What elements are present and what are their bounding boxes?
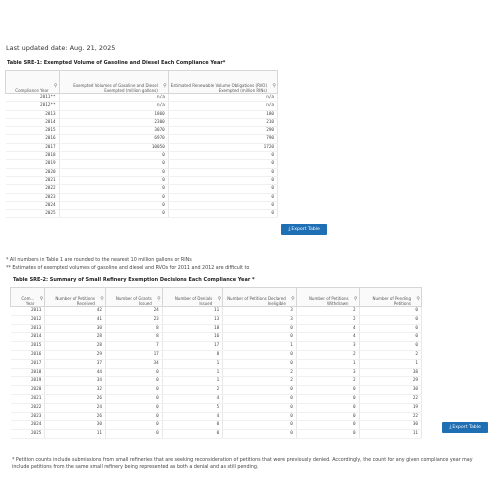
table-cell: 2020 — [6, 168, 60, 176]
table-cell: 22 — [359, 412, 421, 421]
table-cell: 2012 — [11, 315, 45, 324]
table-cell: 29 — [359, 377, 421, 386]
table-row — [6, 127, 278, 135]
table-cell: 2014 — [11, 333, 45, 342]
table-row — [11, 324, 422, 333]
table-cell: 4 — [296, 324, 359, 333]
table-cell: 2 — [162, 386, 222, 395]
table-cell: 1 — [162, 368, 222, 377]
table-cell: 2024 — [11, 421, 45, 430]
table-cell: 0 — [223, 394, 297, 403]
table-cell: 8 — [105, 324, 162, 333]
column-header-label: Number of Petitions Withdrawn — [308, 296, 349, 306]
table-cell: 0 — [223, 333, 297, 342]
table-cell: 2300 — [59, 118, 168, 126]
column-header[interactable] — [45, 288, 106, 307]
table-cell: n/a — [59, 94, 168, 102]
table-cell: n/a — [168, 94, 277, 102]
table-cell: 0 — [105, 386, 162, 395]
table-cell: 0 — [105, 403, 162, 412]
table-row — [6, 143, 278, 151]
column-header-label: Com... Year — [21, 296, 35, 306]
table-cell: 0 — [168, 210, 277, 218]
table-cell: 0 — [59, 201, 168, 209]
table-cell: 180 — [168, 110, 277, 118]
table1-note-1: * All numbers in Table 1 are rounded to the nearest 10 million gallons or RINs — [6, 258, 192, 263]
table-cell: 13 — [162, 315, 222, 324]
table-cell: 0 — [168, 168, 277, 176]
table-cell: 2017 — [11, 359, 45, 368]
table-cell: 11 — [359, 430, 421, 439]
table-row — [11, 386, 422, 395]
column-header[interactable] — [6, 71, 60, 94]
export-table2-button[interactable] — [442, 422, 488, 433]
table-cell: 11 — [162, 307, 222, 316]
table-cell: 2 — [296, 315, 359, 324]
table-cell: 0 — [223, 421, 297, 430]
table-cell: 210 — [168, 118, 277, 126]
table-cell: 0 — [359, 324, 421, 333]
table-cell: 22 — [359, 394, 421, 403]
table-cell: 2017 — [6, 143, 60, 151]
table-cell: 0 — [359, 307, 421, 316]
table-cell: 0 — [59, 152, 168, 160]
table-cell: 2024 — [6, 201, 60, 209]
table-cell: 0 — [359, 342, 421, 351]
table2 — [10, 287, 422, 439]
table-cell: 2021 — [11, 394, 45, 403]
table-cell: 2019 — [11, 377, 45, 386]
table-cell: 0 — [59, 185, 168, 193]
table-cell: 0 — [223, 412, 297, 421]
table2-note: * Petition counts include submissions from small refineries that are seeking reconsideration of petitions that were previously denied. Accordingly, the count for any given compliance year may include petitions from the same small refinery being represented as both a denial and as still pending. — [12, 458, 473, 470]
table-row — [6, 135, 278, 143]
table-cell: 2013 — [6, 110, 60, 118]
table-cell: 1 — [296, 359, 359, 368]
table-row — [6, 94, 278, 102]
table-cell: 0 — [162, 421, 222, 430]
table-cell: 0 — [223, 386, 297, 395]
search-icon[interactable]: ⚲ — [39, 296, 44, 302]
table-cell: 34 — [45, 377, 106, 386]
table-row — [6, 152, 278, 160]
table-cell: 29 — [45, 350, 106, 359]
table-cell: 17 — [162, 342, 222, 351]
table-row — [11, 421, 422, 430]
table-cell: 2022 — [6, 185, 60, 193]
search-icon[interactable]: ⚲ — [100, 296, 104, 302]
table-row — [6, 210, 278, 218]
table-cell: 2019 — [6, 160, 60, 168]
table-cell: 0 — [223, 403, 297, 412]
table-row — [11, 377, 422, 386]
table-cell: 28 — [45, 333, 106, 342]
table-cell: 0 — [168, 176, 277, 184]
table-row — [11, 307, 422, 316]
search-icon[interactable]: ⚲ — [291, 296, 295, 302]
table-cell: 2022 — [11, 403, 45, 412]
table-cell: 0 — [105, 421, 162, 430]
table-row — [6, 168, 278, 176]
table-cell: 2014 — [6, 118, 60, 126]
table-row — [11, 412, 422, 421]
column-header-label: Number of Pending Petitions — [372, 296, 411, 306]
column-header[interactable] — [296, 288, 359, 307]
column-header-label: Number of Denials Issued — [174, 296, 213, 306]
table-cell: 30 — [359, 386, 421, 395]
table1-title: Table SRE-1: Exempted Volume of Gasoline and Diesel Each Compliance Year* — [7, 60, 226, 66]
table2-title: Table SRE-2: Summary of Small Refinery Exemption Decisions Each Compliance Year * — [13, 277, 255, 283]
table-cell: 2012** — [6, 102, 60, 110]
table-cell: 790 — [168, 135, 277, 143]
table-cell: 44 — [45, 368, 106, 377]
column-header-label: Number of Petitions Received — [55, 296, 95, 306]
table-cell: 3 — [223, 307, 297, 316]
table-cell: 3 — [296, 368, 359, 377]
table-cell: 4 — [162, 412, 222, 421]
table-row — [11, 403, 422, 412]
search-icon[interactable]: ⚲ — [353, 296, 358, 302]
table-cell: 1 — [162, 359, 222, 368]
table-cell: 3 — [223, 315, 297, 324]
search-icon[interactable]: ⚲ — [272, 83, 276, 89]
table-cell: 0 — [359, 315, 421, 324]
table-cell: 0 — [168, 160, 277, 168]
table-cell: 34 — [105, 359, 162, 368]
table-cell: 0 — [59, 168, 168, 176]
table-row — [11, 359, 422, 368]
search-icon[interactable]: ⚲ — [53, 83, 58, 89]
table-cell: 2 — [223, 368, 297, 377]
table-cell: 2016 — [6, 135, 60, 143]
table-cell: 41 — [45, 315, 106, 324]
table-cell: 0 — [296, 386, 359, 395]
table-cell: 10050 — [59, 143, 168, 151]
column-header-label: Compliance Year — [15, 88, 49, 93]
table-cell: 2015 — [6, 127, 60, 135]
table-cell: 2018 — [6, 152, 60, 160]
table-cell: 0 — [105, 430, 162, 439]
table1 — [5, 70, 278, 218]
table-cell: 0 — [296, 412, 359, 421]
export-table2-label: Export Table — [452, 425, 481, 430]
table-cell: 2023 — [6, 193, 60, 201]
table-row — [11, 350, 422, 359]
table-cell: 37 — [45, 359, 106, 368]
table-cell: 0 — [296, 430, 359, 439]
table-cell: 0 — [223, 359, 297, 368]
table-cell: 8 — [105, 333, 162, 342]
column-header-label: Estimated Renewable Volume Obligations (RVO) Exempted (million RINs) — [170, 83, 267, 93]
table-cell: 30 — [45, 421, 106, 430]
table-cell: 2025 — [6, 210, 60, 218]
table-cell: 0 — [359, 333, 421, 342]
table-cell: 30 — [359, 421, 421, 430]
table-cell: 0 — [168, 201, 277, 209]
table-cell: 18 — [162, 324, 222, 333]
table-cell: 0 — [105, 394, 162, 403]
search-icon[interactable]: ⚲ — [157, 296, 161, 302]
column-header[interactable] — [223, 288, 297, 307]
table-row — [11, 315, 422, 324]
table-cell: 0 — [296, 394, 359, 403]
table-cell: 1720 — [168, 143, 277, 151]
table-row — [6, 110, 278, 118]
column-header[interactable] — [168, 71, 277, 94]
table-cell: 0 — [105, 412, 162, 421]
table-cell: 8 — [162, 350, 222, 359]
table-row — [6, 185, 278, 193]
table-row — [6, 176, 278, 184]
table-row — [11, 333, 422, 342]
table-cell: 1 — [359, 359, 421, 368]
table-cell: 0 — [223, 350, 297, 359]
table-cell: 2 — [359, 350, 421, 359]
table-row — [11, 430, 422, 439]
table-cell: 2 — [296, 350, 359, 359]
table-cell: 0 — [296, 403, 359, 412]
table-cell: 1 — [162, 377, 222, 386]
search-icon[interactable]: ⚲ — [163, 83, 167, 89]
table-cell: 42 — [45, 307, 106, 316]
column-header-label: Exempted Volumes of Gasoline and Diesel Exempted (million gallons) — [73, 83, 158, 93]
table-cell: 24 — [105, 307, 162, 316]
table-cell: 2011 — [11, 307, 45, 316]
table-cell: 2025 — [11, 430, 45, 439]
table-cell: 28 — [45, 342, 106, 351]
table-cell: 0 — [59, 160, 168, 168]
table-cell: 19 — [359, 403, 421, 412]
table-cell: 2016 — [11, 350, 45, 359]
table-cell: 4 — [296, 333, 359, 342]
table-cell: 2015 — [11, 342, 45, 351]
table-cell: 4 — [162, 394, 222, 403]
table-row — [6, 160, 278, 168]
table-cell: 0 — [168, 152, 277, 160]
table-cell: 1860 — [59, 110, 168, 118]
column-header-label: Number of Petitions Declared Ineligible — [227, 296, 286, 306]
search-icon[interactable]: ⚲ — [217, 296, 222, 302]
table-cell: 2013 — [11, 324, 45, 333]
table-cell: 30 — [45, 324, 106, 333]
table-cell: 0 — [59, 176, 168, 184]
table-row — [11, 342, 422, 351]
download-icon: ⤓ — [449, 424, 452, 430]
table-cell: 38 — [359, 368, 421, 377]
table-cell: 16 — [162, 333, 222, 342]
table1-note-2: ** Estimates of exempted volumes of gasoline and diesel and RVOs for 2011 and 2012 are difficult to — [6, 266, 250, 270]
table-row — [11, 394, 422, 403]
column-header-label: Number of Grants Issued — [115, 296, 152, 306]
table-cell: 2020 — [11, 386, 45, 395]
last-updated-text: Last updated date: Aug. 21, 2025 — [6, 44, 116, 52]
table-row — [6, 102, 278, 110]
table-cell: 32 — [45, 386, 106, 395]
table-cell: 0 — [223, 430, 297, 439]
table-row — [6, 201, 278, 209]
column-header[interactable] — [59, 71, 168, 94]
table-cell: n/a — [168, 102, 277, 110]
table-row — [11, 368, 422, 377]
table-cell: 6970 — [59, 135, 168, 143]
table-cell: 7 — [105, 342, 162, 351]
table-cell: 17 — [105, 350, 162, 359]
table-cell: 1 — [223, 342, 297, 351]
table-cell: 0 — [105, 368, 162, 377]
table-cell: 2018 — [11, 368, 45, 377]
table-cell: 11 — [45, 430, 106, 439]
table-cell: 0 — [296, 421, 359, 430]
table-cell: 2023 — [11, 412, 45, 421]
search-icon[interactable]: ⚲ — [416, 296, 420, 302]
column-header[interactable] — [105, 288, 162, 307]
column-header[interactable] — [11, 288, 45, 307]
table-cell: 0 — [105, 377, 162, 386]
table-cell: 2021 — [6, 176, 60, 184]
table-cell: 3070 — [59, 127, 168, 135]
table-cell: 2 — [223, 377, 297, 386]
table-cell: 290 — [168, 127, 277, 135]
table-cell: 5 — [162, 403, 222, 412]
table-row — [6, 118, 278, 126]
column-header[interactable] — [162, 288, 222, 307]
table-cell: n/a — [59, 102, 168, 110]
table-cell: 2 — [296, 307, 359, 316]
table-cell: 3 — [296, 342, 359, 351]
table-cell: 0 — [223, 324, 297, 333]
export-table1-button[interactable] — [281, 224, 327, 235]
table-cell: 23 — [105, 315, 162, 324]
export-table1-label: Export Table — [291, 227, 320, 232]
table-row — [6, 193, 278, 201]
table-cell: 0 — [168, 185, 277, 193]
download-icon: ⤓ — [288, 226, 291, 232]
table-cell: 0 — [168, 193, 277, 201]
table-cell: 26 — [45, 412, 106, 421]
column-header[interactable] — [359, 288, 421, 307]
table-cell: 0 — [59, 193, 168, 201]
table-cell: 2011** — [6, 94, 60, 102]
table-cell: 24 — [45, 403, 106, 412]
table-cell: 2 — [296, 377, 359, 386]
table-cell: 0 — [162, 430, 222, 439]
table-cell: 0 — [59, 210, 168, 218]
table-cell: 26 — [45, 394, 106, 403]
